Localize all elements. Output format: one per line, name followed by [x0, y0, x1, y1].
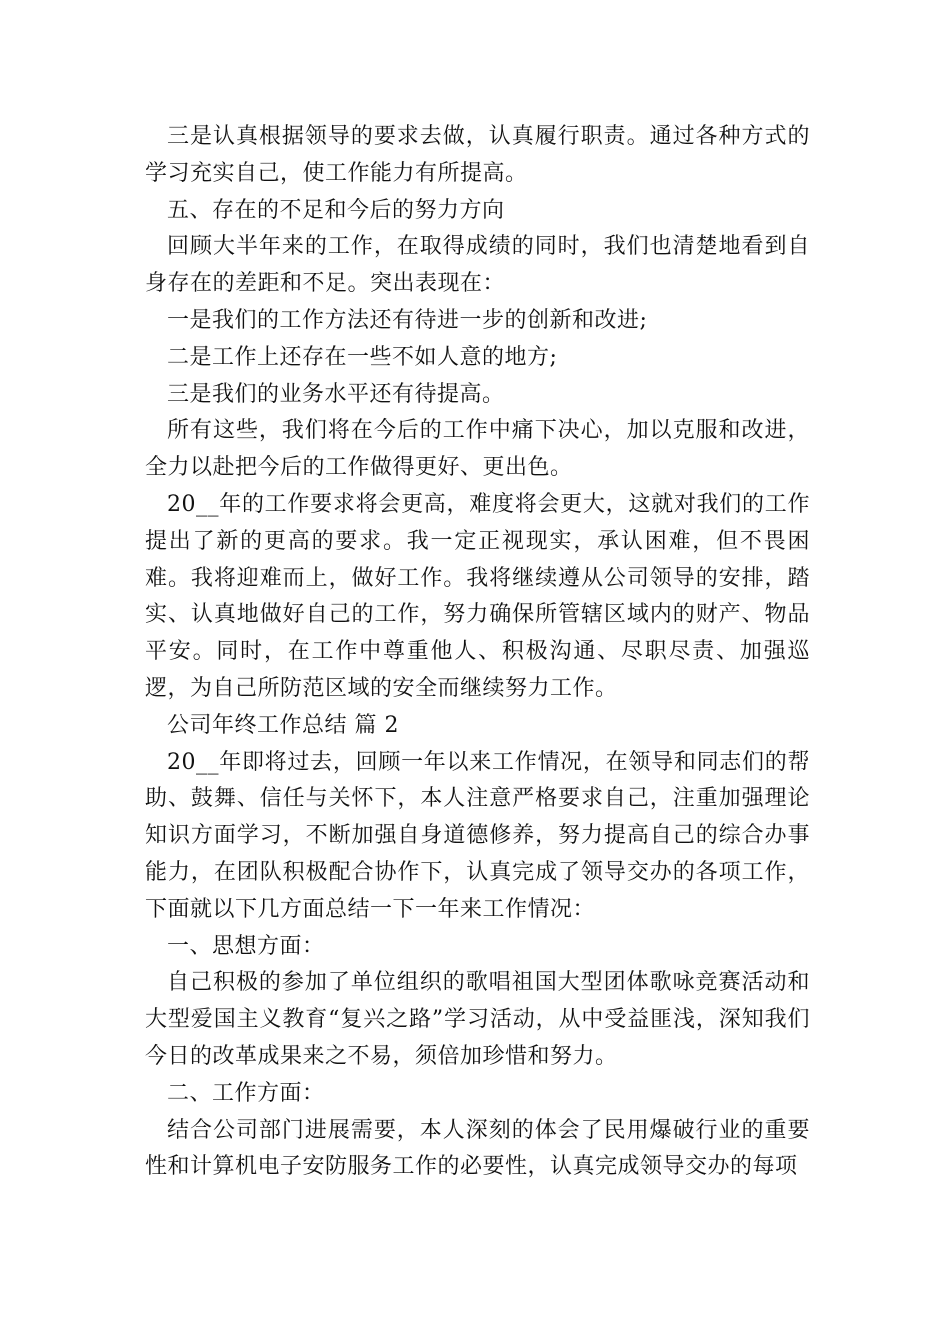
paragraph: 三是认真根据领导的要求去做，认真履行职责。通过各种方式的学习充实自己，使工作能力有所提高。: [145, 124, 810, 186]
paragraph: 20__年的工作要求将会更高，难度将会更大，这就对我们的工作提出了新的更高的要求。我一定正视现实，承认困难，但不畏困难。我将迎难而上，做好工作。我将继续遵从公司领导的安排，踏实、认真地做好自己的工作，努力确保所管辖区域内的财产、物品平安。同时，在工作中尊重他人、积极沟通、尽职尽责、加强巡逻，为自己所防范区域的安全而继续努力工作。: [145, 491, 810, 701]
list-item: 二是工作上还存在一些不如人意的地方;: [167, 344, 558, 370]
list-item: 一是我们的工作方法还有待进一步的创新和改进;: [167, 307, 648, 333]
section-heading: 一、思想方面：: [167, 933, 325, 959]
paragraph: 所有这些，我们将在今后的工作中痛下决心，加以克服和改进，全力以赴把今后的工作做得更好、更出色。: [145, 418, 810, 481]
section-heading: 公司年终工作总结 篇 2: [167, 712, 399, 738]
paragraph: 20__年即将过去，回顾一年以来工作情况，在领导和同志们的帮助、鼓舞、信任与关怀下，本人注意严格要求自己，注重加强理论知识方面学习，不断加强自身道德修养，努力提高自己的综合办事能力，在团队积极配合协作下，认真完成了领导交办的各项工作，下面就以下几方面总结一下一年来工作情况：: [145, 749, 810, 922]
section-heading: 二、工作方面：: [167, 1080, 325, 1106]
document-body: [145, 119, 810, 1186]
section-heading: 五、存在的不足和今后的努力方向: [167, 197, 505, 223]
paragraph: 自己积极的参加了单位组织的歌唱祖国大型团体歌咏竞赛活动和大型爱国主义教育“复兴之路”学习活动，从中受益匪浅，深知我们今日的改革成果来之不易，须倍加珍惜和努力。: [145, 970, 810, 1069]
paragraph: 结合公司部门进展需要，本人深刻的体会了民用爆破行业的重要性和计算机电子安防服务工作的必要性，认真完成领导交办的每项: [145, 1117, 810, 1180]
paragraph: 回顾大半年来的工作，在取得成绩的同时，我们也清楚地看到自身存在的差距和不足。突出表现在：: [145, 234, 810, 297]
list-item: 三是我们的业务水平还有待提高。: [167, 381, 505, 407]
